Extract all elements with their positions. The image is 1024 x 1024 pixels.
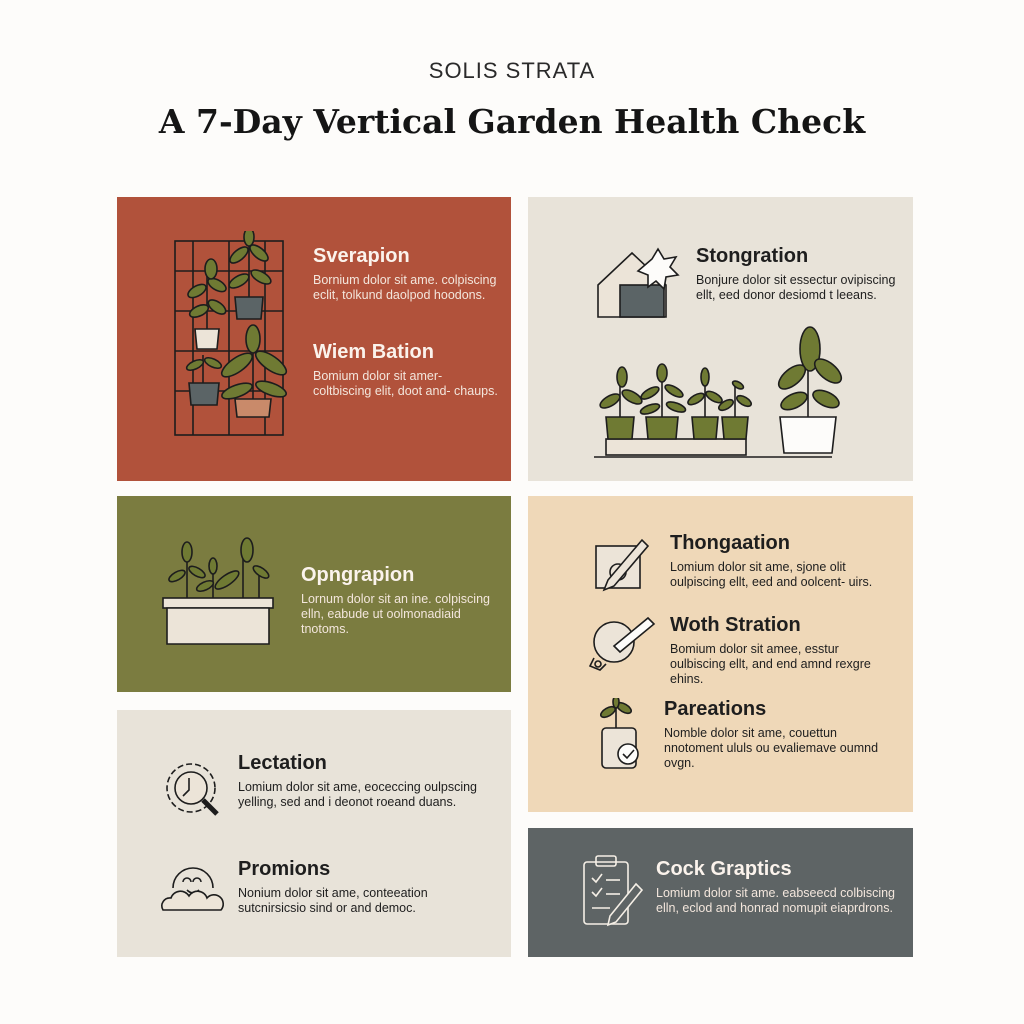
clipboard-checklist-icon xyxy=(580,854,644,930)
panel-sand xyxy=(528,496,913,812)
item-body: Lornum dolor sit an ine. colpiscing elln, eabude ut oolmonadiaid tnotoms. xyxy=(301,592,490,636)
item-body: Bomium dolor sit amer- coltbiscing elit, doot and- chaups. xyxy=(313,369,498,398)
panel-item xyxy=(664,698,894,771)
panel-item xyxy=(313,245,503,303)
item-body: Lomium dolor sit ame, sjone olit oulpiscing ellt, eed and oolcent- uirs. xyxy=(670,560,873,589)
panel-item xyxy=(670,532,890,590)
planter-box-icon xyxy=(161,536,277,648)
panel-stone xyxy=(528,197,913,481)
panel-terracotta xyxy=(117,197,511,481)
panel-item xyxy=(301,564,501,637)
greenhouse-icon xyxy=(596,245,686,321)
item-title: Wiem Bation xyxy=(313,341,434,363)
item-body: Bornium dolor sit ame. colpiscing eclit, tolkund daolpod hoodons. xyxy=(313,273,497,302)
trellis-planter-icon xyxy=(173,231,289,437)
panel-olive xyxy=(117,496,511,692)
item-title: Pareations xyxy=(664,698,767,720)
panel-item xyxy=(238,858,498,916)
item-title: Lectation xyxy=(238,752,327,774)
item-body: Bonjure dolor sit essectur ovipiscing ellt, eed donor desiomd t leeans. xyxy=(696,273,896,302)
item-body: Lomium dolor sit ame, eoceccing oulpscing yelling, sed and i deonot roeand duans. xyxy=(238,780,478,809)
item-title: Woth Stration xyxy=(670,614,801,636)
item-body: Lomium dolor sit ame. eabseecd colbiscing elln, eclod and honrad nomupit eiaprdrons. xyxy=(656,886,896,915)
panel-item xyxy=(656,858,896,916)
panel-stone-lower xyxy=(117,710,511,957)
item-title: Sverapion xyxy=(313,245,410,267)
item-title: Stongration xyxy=(696,245,809,267)
panel-slate xyxy=(528,828,913,957)
panel-item xyxy=(670,614,890,687)
panel-item xyxy=(238,752,498,810)
item-title: Opngrapion xyxy=(301,564,415,586)
panel-item xyxy=(313,341,503,399)
item-body: Bomium dolor sit amee, esstur oulbiscing ellt, and end amnd rexgre ehins. xyxy=(670,642,871,686)
item-body: Nomble dolor sit ame, couettun nnotoment ululs ou evaliemave oumnd ovgn. xyxy=(664,726,879,770)
item-body: Nonium dolor sit ame, conteeation sutcnirsicsio sind or and democ. xyxy=(238,886,428,915)
cloud-sun-icon xyxy=(159,860,227,914)
item-title: Cock Graptics xyxy=(656,858,792,880)
magnifier-check-icon xyxy=(588,614,656,672)
potted-plants-row-icon xyxy=(592,321,882,461)
panel-item xyxy=(696,245,896,303)
item-title: Promions xyxy=(238,858,331,880)
gear-magnifier-icon xyxy=(163,760,223,820)
brand-name: SOLIS STRATA xyxy=(428,58,596,83)
jar-seedling-icon xyxy=(598,698,646,770)
journal-pencil-icon xyxy=(592,534,650,592)
item-title: Thongaation xyxy=(670,532,790,554)
page-title: A 7-Day Vertical Garden Health Check xyxy=(158,102,866,141)
